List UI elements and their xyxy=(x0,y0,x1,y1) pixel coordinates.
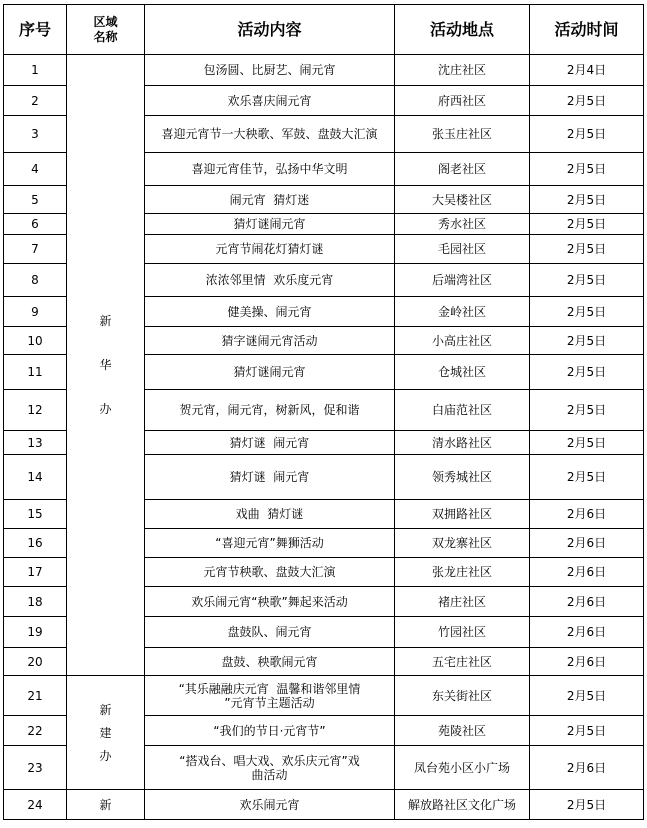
activity-content: 包汤圆、比厨艺、闹元宵 xyxy=(145,55,395,86)
row-number: 9 xyxy=(4,297,67,327)
activity-content: “我们的节日·元宵节” xyxy=(145,716,395,746)
table-row xyxy=(4,676,644,716)
activity-location: 府西社区 xyxy=(395,86,530,116)
row-number: 15 xyxy=(4,500,67,529)
activity-content: 戏曲 猜灯谜 xyxy=(145,500,395,529)
activity-time: 2月5日 xyxy=(530,355,644,390)
activity-location: 凤台苑小区小广场 xyxy=(395,746,530,790)
activity-time: 2月5日 xyxy=(530,297,644,327)
activity-time: 2月5日 xyxy=(530,327,644,355)
row-number: 8 xyxy=(4,264,67,297)
activity-content: 盘鼓队、闹元宵 xyxy=(145,617,395,648)
activity-location: 双拥路社区 xyxy=(395,500,530,529)
activity-content: 欢乐闹元宵 xyxy=(145,790,395,820)
activity-location: 张玉庄社区 xyxy=(395,116,530,153)
header-time: 活动时间 xyxy=(530,5,644,55)
row-number: 13 xyxy=(4,431,67,455)
activity-content: 元宵节秧歌、盘鼓大汇演 xyxy=(145,558,395,587)
activity-time: 2月5日 xyxy=(530,455,644,500)
row-number: 19 xyxy=(4,617,67,648)
activity-location: 后端湾社区 xyxy=(395,264,530,297)
activity-content: “其乐融融庆元宵 温馨和谐邻里情 ”元宵节主题活动 xyxy=(145,676,395,716)
table-row xyxy=(4,790,644,820)
activity-time: 2月5日 xyxy=(530,390,644,431)
row-number: 6 xyxy=(4,214,67,235)
activity-location: 秀水社区 xyxy=(395,214,530,235)
header-location: 活动地点 xyxy=(395,5,530,55)
activity-time: 2月6日 xyxy=(530,746,644,790)
activity-content: 元宵节闹花灯猜灯谜 xyxy=(145,235,395,264)
activity-location: 小高庄社区 xyxy=(395,327,530,355)
row-number: 11 xyxy=(4,355,67,390)
row-number: 4 xyxy=(4,153,67,186)
header-region: 区域 名称 xyxy=(67,5,145,55)
activity-location: 褚庄社区 xyxy=(395,587,530,617)
activity-location: 白庙范社区 xyxy=(395,390,530,431)
row-number: 17 xyxy=(4,558,67,587)
activity-location: 清水路社区 xyxy=(395,431,530,455)
row-number: 22 xyxy=(4,716,67,746)
activity-time: 2月4日 xyxy=(530,55,644,86)
activity-time: 2月5日 xyxy=(530,235,644,264)
activity-content: 猜字谜闹元宵活动 xyxy=(145,327,395,355)
activity-time: 2月5日 xyxy=(530,214,644,235)
activity-location: 沈庄社区 xyxy=(395,55,530,86)
activity-location: 毛园社区 xyxy=(395,235,530,264)
activity-location: 张龙庄社区 xyxy=(395,558,530,587)
region-cell-xinjian: 新 建 办 xyxy=(67,676,145,790)
activity-time: 2月6日 xyxy=(530,648,644,676)
activity-content: 猜灯谜 闹元宵 xyxy=(145,431,395,455)
activity-content: “喜迎元宵”舞狮活动 xyxy=(145,529,395,558)
activity-location: 双龙寨社区 xyxy=(395,529,530,558)
activity-time: 2月5日 xyxy=(530,153,644,186)
activity-time: 2月6日 xyxy=(530,587,644,617)
activity-table xyxy=(3,4,644,820)
row-number: 12 xyxy=(4,390,67,431)
activity-time: 2月5日 xyxy=(530,790,644,820)
row-number: 3 xyxy=(4,116,67,153)
activity-time: 2月5日 xyxy=(530,86,644,116)
activity-content: 贺元宵，闹元宵，树新风，促和谐 xyxy=(145,390,395,431)
activity-location: 金岭社区 xyxy=(395,297,530,327)
activity-content: 欢乐喜庆闹元宵 xyxy=(145,86,395,116)
activity-time: 2月5日 xyxy=(530,676,644,716)
activity-content: 猜灯谜闹元宵 xyxy=(145,355,395,390)
activity-content: 欢乐闹元宵“秧歌”舞起来活动 xyxy=(145,587,395,617)
row-number: 23 xyxy=(4,746,67,790)
activity-location: 东关街社区 xyxy=(395,676,530,716)
activity-content: 闹元宵 猜灯迷 xyxy=(145,186,395,214)
activity-location: 大吴楼社区 xyxy=(395,186,530,214)
region-cell-xin: 新 xyxy=(67,790,145,820)
row-number: 14 xyxy=(4,455,67,500)
row-number: 24 xyxy=(4,790,67,820)
activity-time: 2月5日 xyxy=(530,716,644,746)
activity-time: 2月5日 xyxy=(530,186,644,214)
row-number: 2 xyxy=(4,86,67,116)
table-row xyxy=(4,55,644,86)
activity-content: 喜迎元宵佳节，弘扬中华文明 xyxy=(145,153,395,186)
activity-location: 苑陵社区 xyxy=(395,716,530,746)
row-number: 18 xyxy=(4,587,67,617)
activity-time: 2月6日 xyxy=(530,500,644,529)
activity-time: 2月6日 xyxy=(530,558,644,587)
region-cell-xinhua: 新 华 办 xyxy=(67,55,145,676)
activity-time: 2月6日 xyxy=(530,529,644,558)
activity-content: 猜灯谜闹元宵 xyxy=(145,214,395,235)
activity-location: 仓城社区 xyxy=(395,355,530,390)
activity-location: 阁老社区 xyxy=(395,153,530,186)
row-number: 21 xyxy=(4,676,67,716)
activity-time: 2月5日 xyxy=(530,116,644,153)
row-number: 5 xyxy=(4,186,67,214)
activity-time: 2月6日 xyxy=(530,617,644,648)
activity-content: 浓浓邻里情 欢乐度元宵 xyxy=(145,264,395,297)
activity-time: 2月5日 xyxy=(530,431,644,455)
activity-time: 2月5日 xyxy=(530,264,644,297)
row-number: 1 xyxy=(4,55,67,86)
activity-content: 盘鼓、秧歌闹元宵 xyxy=(145,648,395,676)
row-number: 16 xyxy=(4,529,67,558)
activity-location: 五宅庄社区 xyxy=(395,648,530,676)
activity-content: 猜灯谜 闹元宵 xyxy=(145,455,395,500)
row-number: 7 xyxy=(4,235,67,264)
activity-content: 健美操、闹元宵 xyxy=(145,297,395,327)
row-number: 10 xyxy=(4,327,67,355)
header-seq: 序号 xyxy=(4,5,67,55)
activity-location: 竹园社区 xyxy=(395,617,530,648)
activity-location: 解放路社区文化广场 xyxy=(395,790,530,820)
header-content: 活动内容 xyxy=(145,5,395,55)
activity-location: 领秀城社区 xyxy=(395,455,530,500)
header-row xyxy=(4,5,644,55)
activity-content: 喜迎元宵节一大秧歌、军鼓、盘鼓大汇演 xyxy=(145,116,395,153)
row-number: 20 xyxy=(4,648,67,676)
activity-content: “搭戏台、唱大戏、欢乐庆元宵”戏 曲活动 xyxy=(145,746,395,790)
